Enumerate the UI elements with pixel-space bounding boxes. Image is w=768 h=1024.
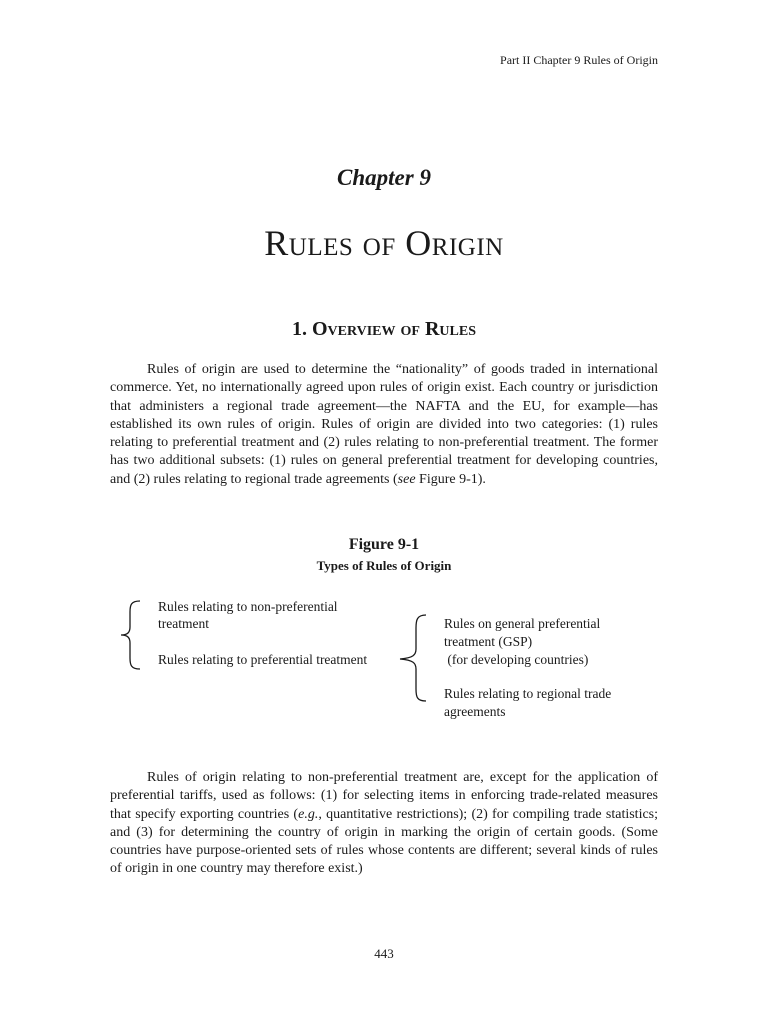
figure-right-item-5: agreements xyxy=(444,704,506,719)
eg-abbreviation: e.g. xyxy=(298,806,319,822)
page-number: 443 xyxy=(374,946,394,961)
figure-subtitle: Types of Rules of Origin xyxy=(316,558,452,573)
see-reference: see xyxy=(397,471,416,487)
section-heading: 1. Overview of Rules xyxy=(292,318,476,340)
figure-title: Figure 9-1 xyxy=(348,536,420,553)
left-brace xyxy=(118,599,144,671)
right-brace xyxy=(396,613,430,703)
figure-right-item-4: Rules relating to regional trade xyxy=(444,686,612,701)
figure-left-item-3: Rules relating to preferential treatment xyxy=(158,652,368,667)
overview-paragraph-text-b: Figure 9-1). xyxy=(415,471,486,487)
figure-right-item-1: Rules on general preferential xyxy=(444,616,601,631)
chapter-title: Rules of Origin xyxy=(264,223,504,263)
non-preferential-paragraph-text-a: Rules of origin relating to non-preferential treatment are, except for the application of preferential tariffs, used as follows: (1) for selecting items in enforcing trade-related measures that specify exporting countries ( xyxy=(110,770,658,822)
figure-left-item-1: Rules relating to non-preferential xyxy=(158,599,338,614)
non-preferential-paragraph xyxy=(110,769,658,879)
figure-right-item-2: treatment (GSP) xyxy=(444,634,533,649)
chapter-label: Chapter 9 xyxy=(337,165,431,190)
figure-right-item-3: (for developing countries) xyxy=(444,652,589,667)
non-preferential-paragraph-text-b: , quantitative restrictions); (2) for compiling trade statistics; and (3) for determining the country of origin in marking the origin of certain goods. (Some countries have purpose-oriented sets of rules whose contents are different; several kinds of rules of origin in one country may therefore exist.) xyxy=(110,806,659,877)
overview-paragraph xyxy=(110,361,658,489)
figure-left-item-2: treatment xyxy=(158,616,209,631)
running-header: Part II Chapter 9 Rules of Origin xyxy=(500,53,658,67)
overview-paragraph-text-a: Rules of origin are used to determine the “nationality” of goods traded in international commerce. Yet, no internationally agreed upon rules of origin exist. Each country or jurisdiction that administers a regional trade agreement—the NAFTA and the EU, for example—has established its own rules of origin. Rules of origin are divided into two categories: (1) rules relating to preferential treatment and (2) rules relating to non-preferential treatment. The former has two additional subsets: (1) rules on general preferential treatment for developing countries, and (2) rules relating to regional trade agreements ( xyxy=(110,362,658,487)
